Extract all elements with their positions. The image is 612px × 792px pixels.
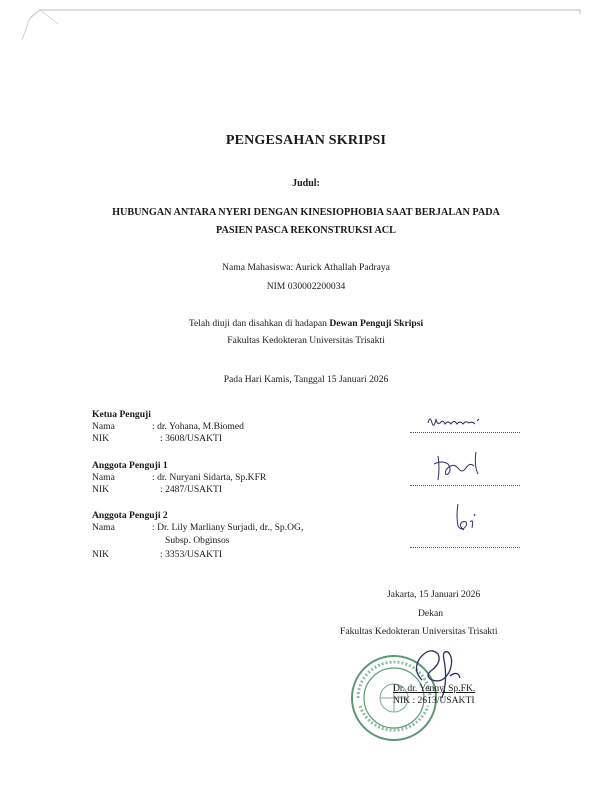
examiner-1-nik-value: : 3608/USAKTI	[160, 433, 223, 444]
thesis-title-line-2: PASIEN PASCA REKONSTRUKSI ACL	[216, 225, 396, 236]
examiner-1-signature	[425, 411, 485, 433]
approval-board: Dewan Penguji Skripsi	[329, 318, 424, 329]
page-corner-fold	[0, 0, 612, 60]
approval-faculty: Fakultas Kedokteran Universitas Trisakti	[227, 335, 385, 346]
examiner-3-signature-line	[410, 547, 520, 548]
student-nim: NIM 030002200034	[266, 281, 346, 292]
judul-label: Judul:	[292, 178, 320, 189]
examiner-3-nik-label: NIK	[92, 549, 110, 560]
examiner-1-nama-value: : dr. Yohana, M.Biomed	[152, 421, 244, 432]
examiner-2-nik-value: : 2487/USAKTI	[160, 484, 223, 495]
approval-statement	[0, 318, 612, 329]
examiner-2-nama-value: : dr. Nuryani Sidarta, Sp.KFR	[152, 472, 267, 483]
examiner-3-nama-value: : Dr. Lily Marliany Surjadi, dr., Sp.OG,	[152, 522, 304, 533]
examiner-3-signature	[448, 500, 484, 540]
examiner-3-nama-value-cont: Subsp. Obginsos	[165, 535, 230, 546]
examiner-3-role: Anggota Penguji 2	[92, 510, 168, 521]
approval-prefix: Telah diuji dan disahkan di hadapan	[188, 318, 330, 329]
examiner-1-nik-label: NIK	[92, 433, 110, 444]
dean-position: Dekan	[418, 608, 444, 619]
examiner-2-nik-label: NIK	[92, 484, 110, 495]
examiner-2-signature	[432, 448, 492, 486]
exam-date: Pada Hari Kamis, Tanggal 15 Januari 2026	[223, 374, 389, 385]
examiner-1-role: Ketua Penguji	[92, 409, 151, 420]
examiner-2-signature-line	[410, 485, 520, 486]
examiner-1-nama-label: Nama	[92, 421, 115, 432]
examiner-3-nama-label: Nama	[92, 522, 115, 533]
dean-place-date: Jakarta, 15 Januari 2026	[387, 589, 481, 600]
examiner-2-role: Anggota Penguji 1	[92, 460, 168, 471]
student-name: Nama Mahasiswa: Aurick Athallah Padraya	[222, 262, 390, 273]
thesis-title-line-1: HUBUNGAN ANTARA NYERI DENGAN KINESIOPHOBIA SAAT BERJALAN PADA	[112, 207, 500, 218]
page-title: PENGESAHAN SKRIPSI	[225, 133, 387, 148]
examiner-3-nik-value: : 3353/USAKTI	[160, 549, 223, 560]
dean-name: Dr. dr. Yenny, Sp.FK.	[393, 683, 476, 694]
dean-faculty: Fakultas Kedokteran Universitas Trisakti	[340, 626, 498, 637]
dean-nik: NIK : 2613/USAKTI	[393, 695, 475, 706]
examiner-2-nama-label: Nama	[92, 472, 115, 483]
examiner-1-signature-line	[410, 432, 520, 433]
